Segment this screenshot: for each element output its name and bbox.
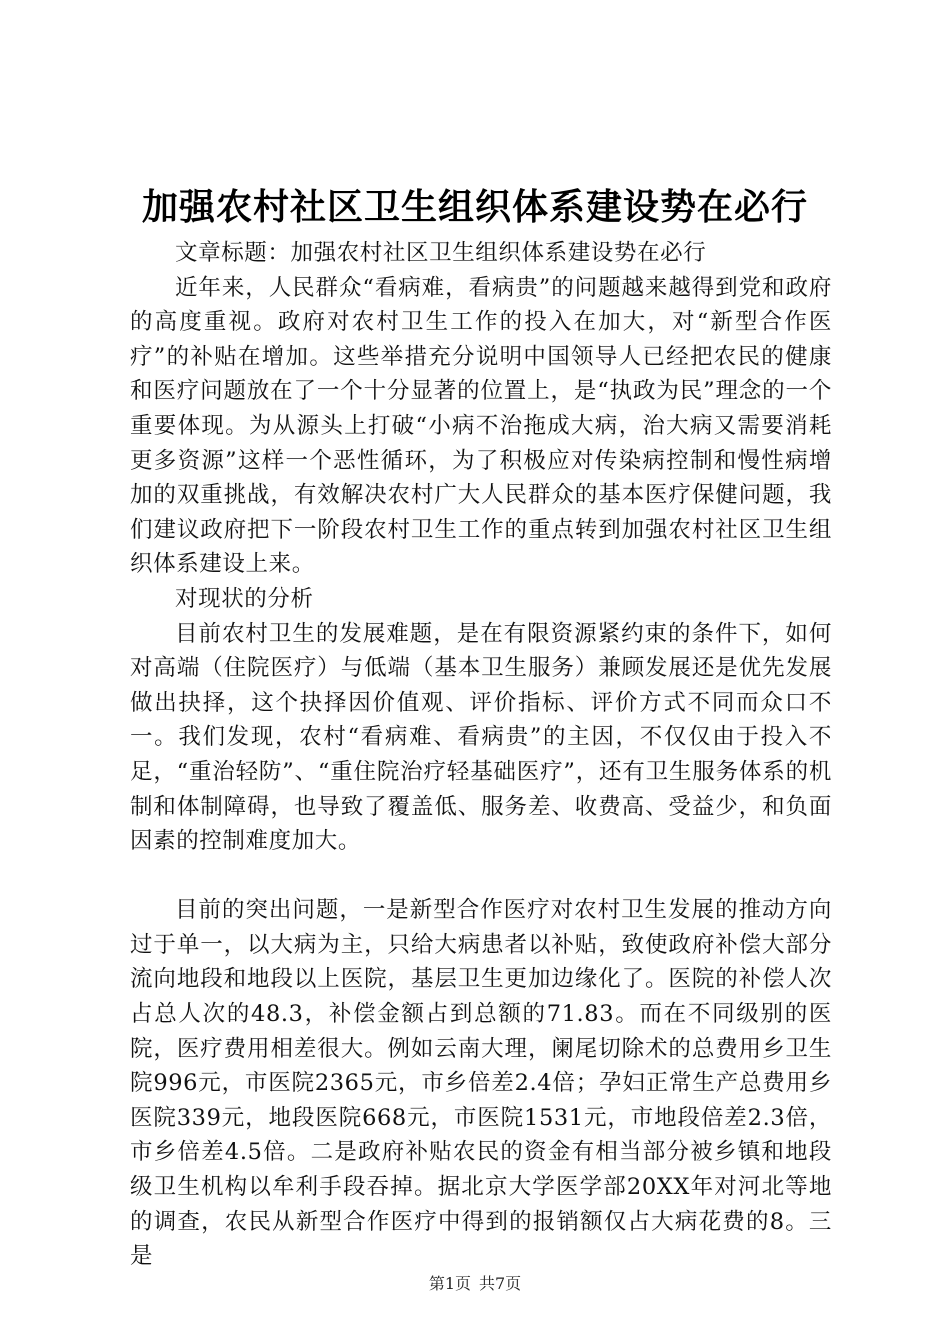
- page-footer: [0, 1274, 950, 1294]
- analysis-paragraph: 目前农村卫生的发展难题，是在有限资源紧约束的条件下，如何对高端（住院医疗）与低端（基本卫生服务）兼顾发展还是优先发展做出抉择，这个抉择因价值观、评价指标、评价方式不同而众口不一。我们发现，农村“看病难、看病贵”的主因，不仅仅由于投入不足，“重治轻防”、“重住院治疗轻基础医疗”，还有卫生服务体系的机制和体制障碍，也导致了覆盖低、服务差、收费高、受益少，和负面因素的控制难度加大。: [130, 620, 832, 855]
- page-total: 共7页: [479, 1274, 522, 1293]
- document-title: 加强农村社区卫生组织体系建设势在必行: [141, 187, 808, 228]
- section-heading: 对现状的分析: [175, 585, 314, 612]
- article-title-line: 文章标题：加强农村社区卫生组织体系建设势在必行: [175, 240, 707, 266]
- problems-paragraph: 目前的突出问题，一是新型合作医疗对农村卫生发展的推动方向过于单一，以大病为主，只给大病患者以补贴，致使政府补偿大部分流向地段和地段以上医院，基层卫生更加边缘化了。医院的补偿人次占总人次的48.3，补偿金额占到总额的71.83。而在不同级别的医院，医疗费用相差很大。例如云南大理，阑尾切除术的总费用乡卫生院996元，市医院2365元，市乡倍差2.4倍；孕妇正常生产总费用乡医院339元，地段医院668元，市医院1531元，市地段倍差2.3倍，市乡倍差4.5倍。二是政府补贴农民的资金有相当部分被乡镇和地段级卫生机构以牟利手段吞掉。据北京大学医学部20XX年对河北等地的调查，农民从新型合作医疗中得到的报销额仅占大病花费的8。三是: [130, 897, 832, 1270]
- intro-paragraph: 近年来，人民群众“看病难，看病贵”的问题越来越得到党和政府的高度重视。政府对农村卫生工作的投入在加大，对“新型合作医疗”的补贴在增加。这些举措充分说明中国领导人已经把农民的健康和医疗问题放在了一个十分显著的位置上，是“执政为民”理念的一个重要体现。为从源头上打破“小病不治拖成大病，治大病又需要消耗更多资源”这样一个恶性循环，为了积极应对传染病控制和慢性病增加的双重挑战，有效解决农村广大人民群众的基本医疗保健问题，我们建议政府把下一阶段农村卫生工作的重点转到加强农村社区卫生组织体系建设上来。: [130, 274, 832, 578]
- page-number: 第1页: [428, 1274, 471, 1293]
- document-body: [130, 236, 832, 1274]
